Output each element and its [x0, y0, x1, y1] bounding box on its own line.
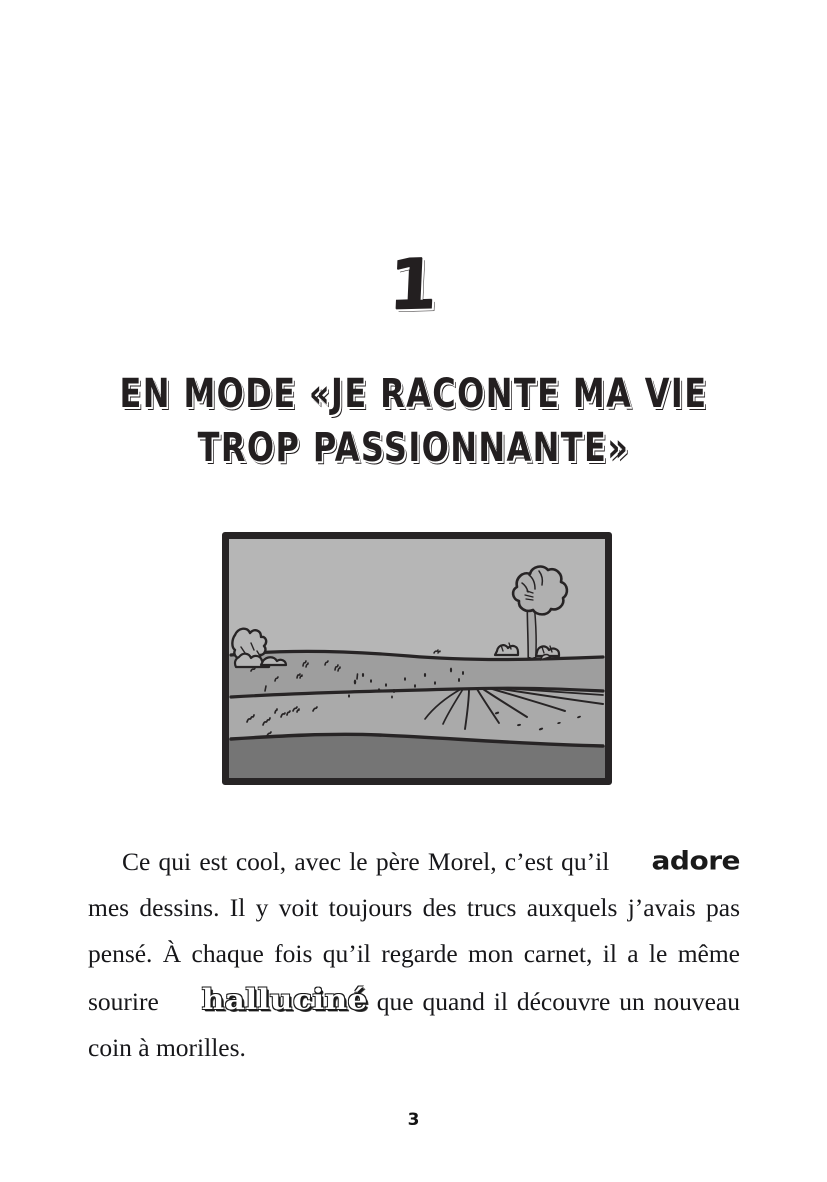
chapter-title-line-1: EN MODE «JE RACONTE MA VIE [119, 370, 708, 418]
chapter-illustration-frame [222, 532, 612, 785]
emphasis-adore: adore [651, 845, 740, 876]
chapter-number: 1 [387, 243, 440, 327]
chapter-title [60, 368, 767, 472]
page-number: 3 [407, 1110, 420, 1130]
body-text [88, 838, 740, 1071]
emphasis-hallucine: halluciné [201, 983, 368, 1017]
countryside-field-illustration [229, 539, 605, 778]
body-text-part-2: mes dessins. Il y voit toujours des trucs auxquels j’avais pas pensé. À chaque fois qu’il regarde mon carnet, il a le même sourire [88, 893, 740, 1016]
chapter-number-container [0, 243, 827, 340]
body-text-part-1: Ce qui est cool, avec le père Morel, c’est qu’il [122, 847, 618, 876]
chapter-title-line-2: TROP PASSIONNANTE» [197, 424, 630, 472]
body-paragraph [88, 838, 740, 1071]
body-text-part-3: que quand il découvre un nouveau coin à morilles. [88, 987, 741, 1062]
